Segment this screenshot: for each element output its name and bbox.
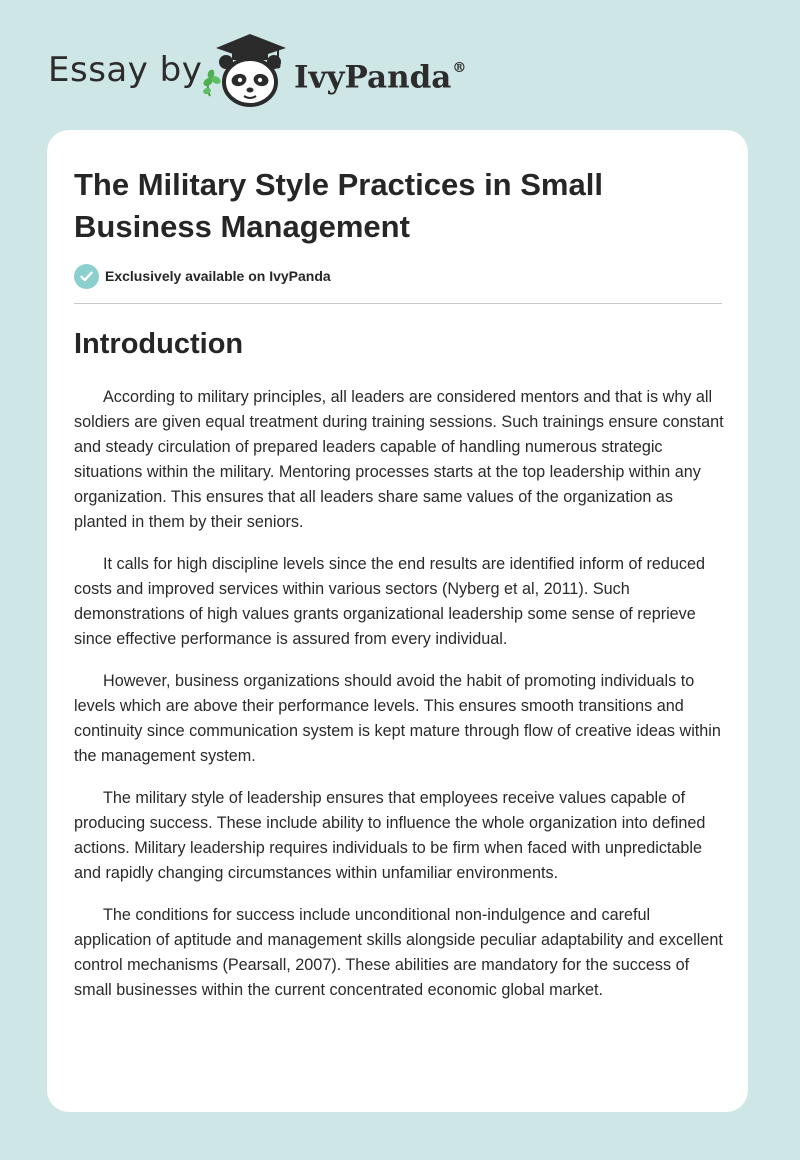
essay-by-label: Essay by	[48, 50, 203, 90]
essay-body	[74, 385, 726, 1020]
ivypanda-logo[interactable]	[198, 30, 467, 110]
paragraph: It calls for high discipline levels since the end results are identified inform of reduced costs and improved services within various sectors (Nyberg et al, 2011). Such demonstrations of high values grants organizational leadership some sense of reprieve since effective performance is assured from every individual.	[74, 555, 705, 648]
paragraph: The conditions for success include unconditional non-indulgence and careful application of aptitude and management skills alongside peculiar adaptability and excellent control mechanisms (Pearsall, 2007). These abilities are mandatory for the success of small businesses within the current concentrated economic global market.	[74, 906, 723, 999]
exclusive-badge	[74, 263, 331, 289]
brand-name-text: IvyPanda	[294, 59, 452, 96]
essay-card	[47, 130, 748, 1112]
paragraph: According to military principles, all leaders are considered mentors and that is why all soldiers are given equal treatment during training sessions. Such trainings ensure constant and steady circulation of prepared leaders capable of handling numerous strategic situations within the military. Mentoring processes starts at the top leadership within any organization. This ensures that all leaders share same values of the organization as planted in them by their seniors.	[74, 388, 724, 531]
check-icon	[74, 264, 99, 289]
badge-text: Exclusively available on IvyPanda	[105, 268, 331, 284]
paragraph: The military style of leadership ensures that employees receive values capable of producing success. These include ability to influence the whole organization into defined actions. Military leadership requires individuals to be firm when faced with unpredictable and rapidly changing circumstances within unfamiliar environments.	[74, 789, 706, 882]
leaf-icon	[202, 69, 222, 96]
paragraph: However, business organizations should avoid the habit of promoting individuals to levels which are above their performance levels. This ensures smooth transitions and continuity since communication system is kept mature through flow of creative ideas within the management system.	[74, 672, 721, 765]
registered-mark: ®	[452, 60, 467, 76]
section-heading: Introduction	[74, 328, 244, 360]
brand-name	[294, 52, 466, 97]
panda-graduate-icon	[198, 30, 294, 110]
divider	[74, 303, 722, 304]
site-header	[0, 0, 800, 120]
essay-title: The Military Style Practices in Small Business Management	[74, 167, 603, 244]
